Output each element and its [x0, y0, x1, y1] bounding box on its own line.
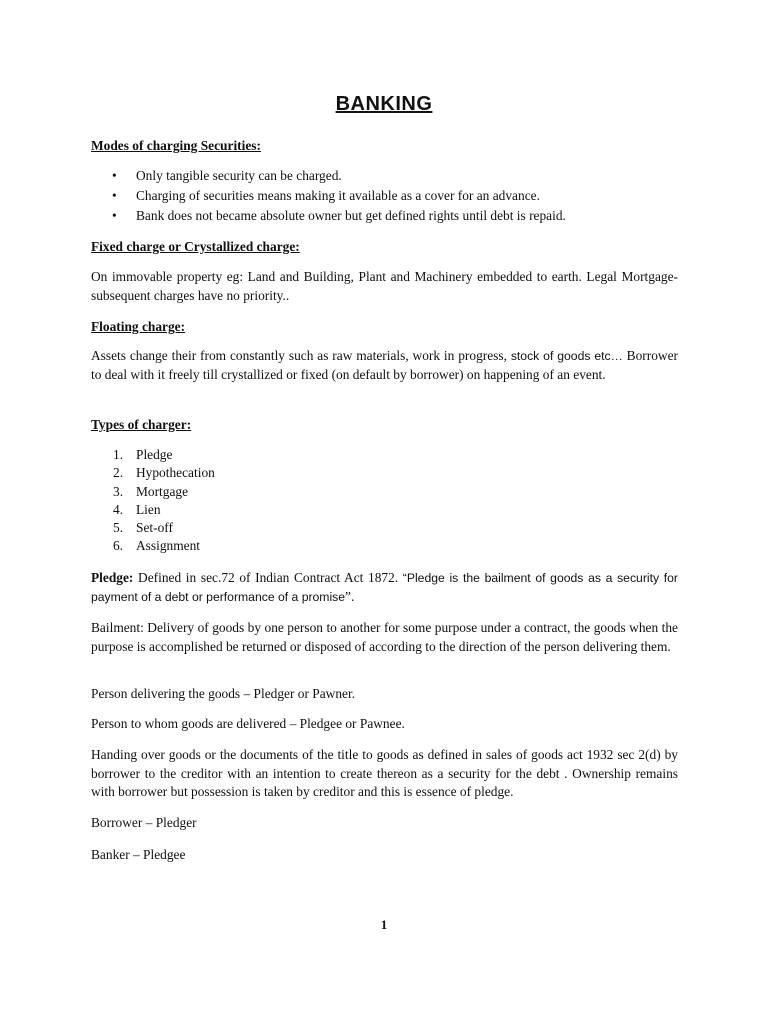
bullet-icon: • [112, 188, 117, 203]
list-label: Lien [136, 501, 161, 517]
pledger-line: Person delivering the goods – Pledger or Pawner. [91, 686, 356, 701]
floating-text-start: Assets change their from constantly such as raw materials, work in progress, [91, 348, 511, 363]
list-label: Pledge [136, 447, 173, 462]
page-title: BANKING [335, 93, 433, 115]
types-heading: Types of charger: [91, 417, 192, 432]
bailment-text: Bailment: Delivery of goods by one person to another for some purpose under a contract, the goods when the purpose is accomplished be returned or disposed of according to the direction of the person delivering them. [91, 620, 678, 654]
list-item [91, 166, 678, 186]
pledge-definition [91, 569, 678, 606]
pledge-quote: “Pledge is the bailment of goods as a security for payment of a debt or performance of a promise [91, 571, 678, 604]
fixed-charge-heading: Fixed charge or Crystallized charge: [91, 239, 300, 254]
fixed-charge-text: On immovable property eg: Land and Building, Plant and Machinery embedded to earth. Legal Mortgage- subsequent charges have no priority.. [91, 269, 678, 303]
list-item [91, 446, 215, 464]
floating-charge-text [91, 347, 678, 384]
list-label: Hypothecation [136, 465, 215, 481]
bullet-text: Bank does not became absolute owner but get defined rights until debt is repaid. [136, 208, 566, 223]
list-number: 4. [113, 501, 124, 517]
modes-bullet-list [91, 166, 678, 226]
list-label: Mortgage [136, 483, 189, 499]
floating-text-end: Borrower to deal with it freely till crystallized or fixed (on default by borrower) on happening of an event. [91, 348, 678, 382]
bullet-icon: • [112, 168, 117, 183]
list-number: 2. [113, 465, 124, 481]
modes-heading: Modes of charging Securities: [91, 138, 261, 153]
list-item [91, 519, 215, 537]
pledge-label: Pledge: [91, 570, 134, 585]
list-item [91, 186, 678, 206]
list-item [91, 501, 215, 519]
bullet-icon: • [112, 208, 117, 223]
borrower-line: Borrower – Pledger [91, 815, 197, 830]
bullet-text: Charging of securities means making it available as a cover for an advance. [136, 188, 540, 203]
pledgee-line: Person to whom goods are delivered – Pledgee or Pawnee. [91, 716, 405, 731]
list-number: 6. [113, 538, 124, 554]
list-item [91, 483, 215, 501]
bullet-text: Only tangible security can be charged. [136, 168, 342, 183]
list-label: Set-off [136, 520, 173, 536]
list-label: Assignment [136, 538, 200, 554]
page-number: 1 [380, 917, 388, 932]
banker-line: Banker – Pledgee [91, 847, 186, 862]
pledge-text-start: Defined in sec.72 of Indian Contract Act 1872. [133, 570, 403, 585]
types-list [91, 446, 215, 556]
pledge-text-end: ”. [345, 588, 355, 604]
list-item [91, 464, 215, 482]
list-number: 3. [113, 483, 124, 499]
list-number: 5. [113, 520, 124, 536]
floating-text-stock: stock of goods etc… [510, 349, 623, 363]
list-item [91, 206, 678, 226]
list-number: 1. [113, 447, 124, 462]
list-item [91, 537, 215, 555]
floating-charge-heading: Floating charge: [91, 319, 186, 334]
handing-over-text: Handing over goods or the documents of the title to goods as defined in sales of goods act 1932 sec 2(d) by borrower to the creditor with an intention to create thereon as a security for the debt . Ownership remains with borrower but possession is taken by creditor and this is essence of pledge. [91, 747, 678, 800]
